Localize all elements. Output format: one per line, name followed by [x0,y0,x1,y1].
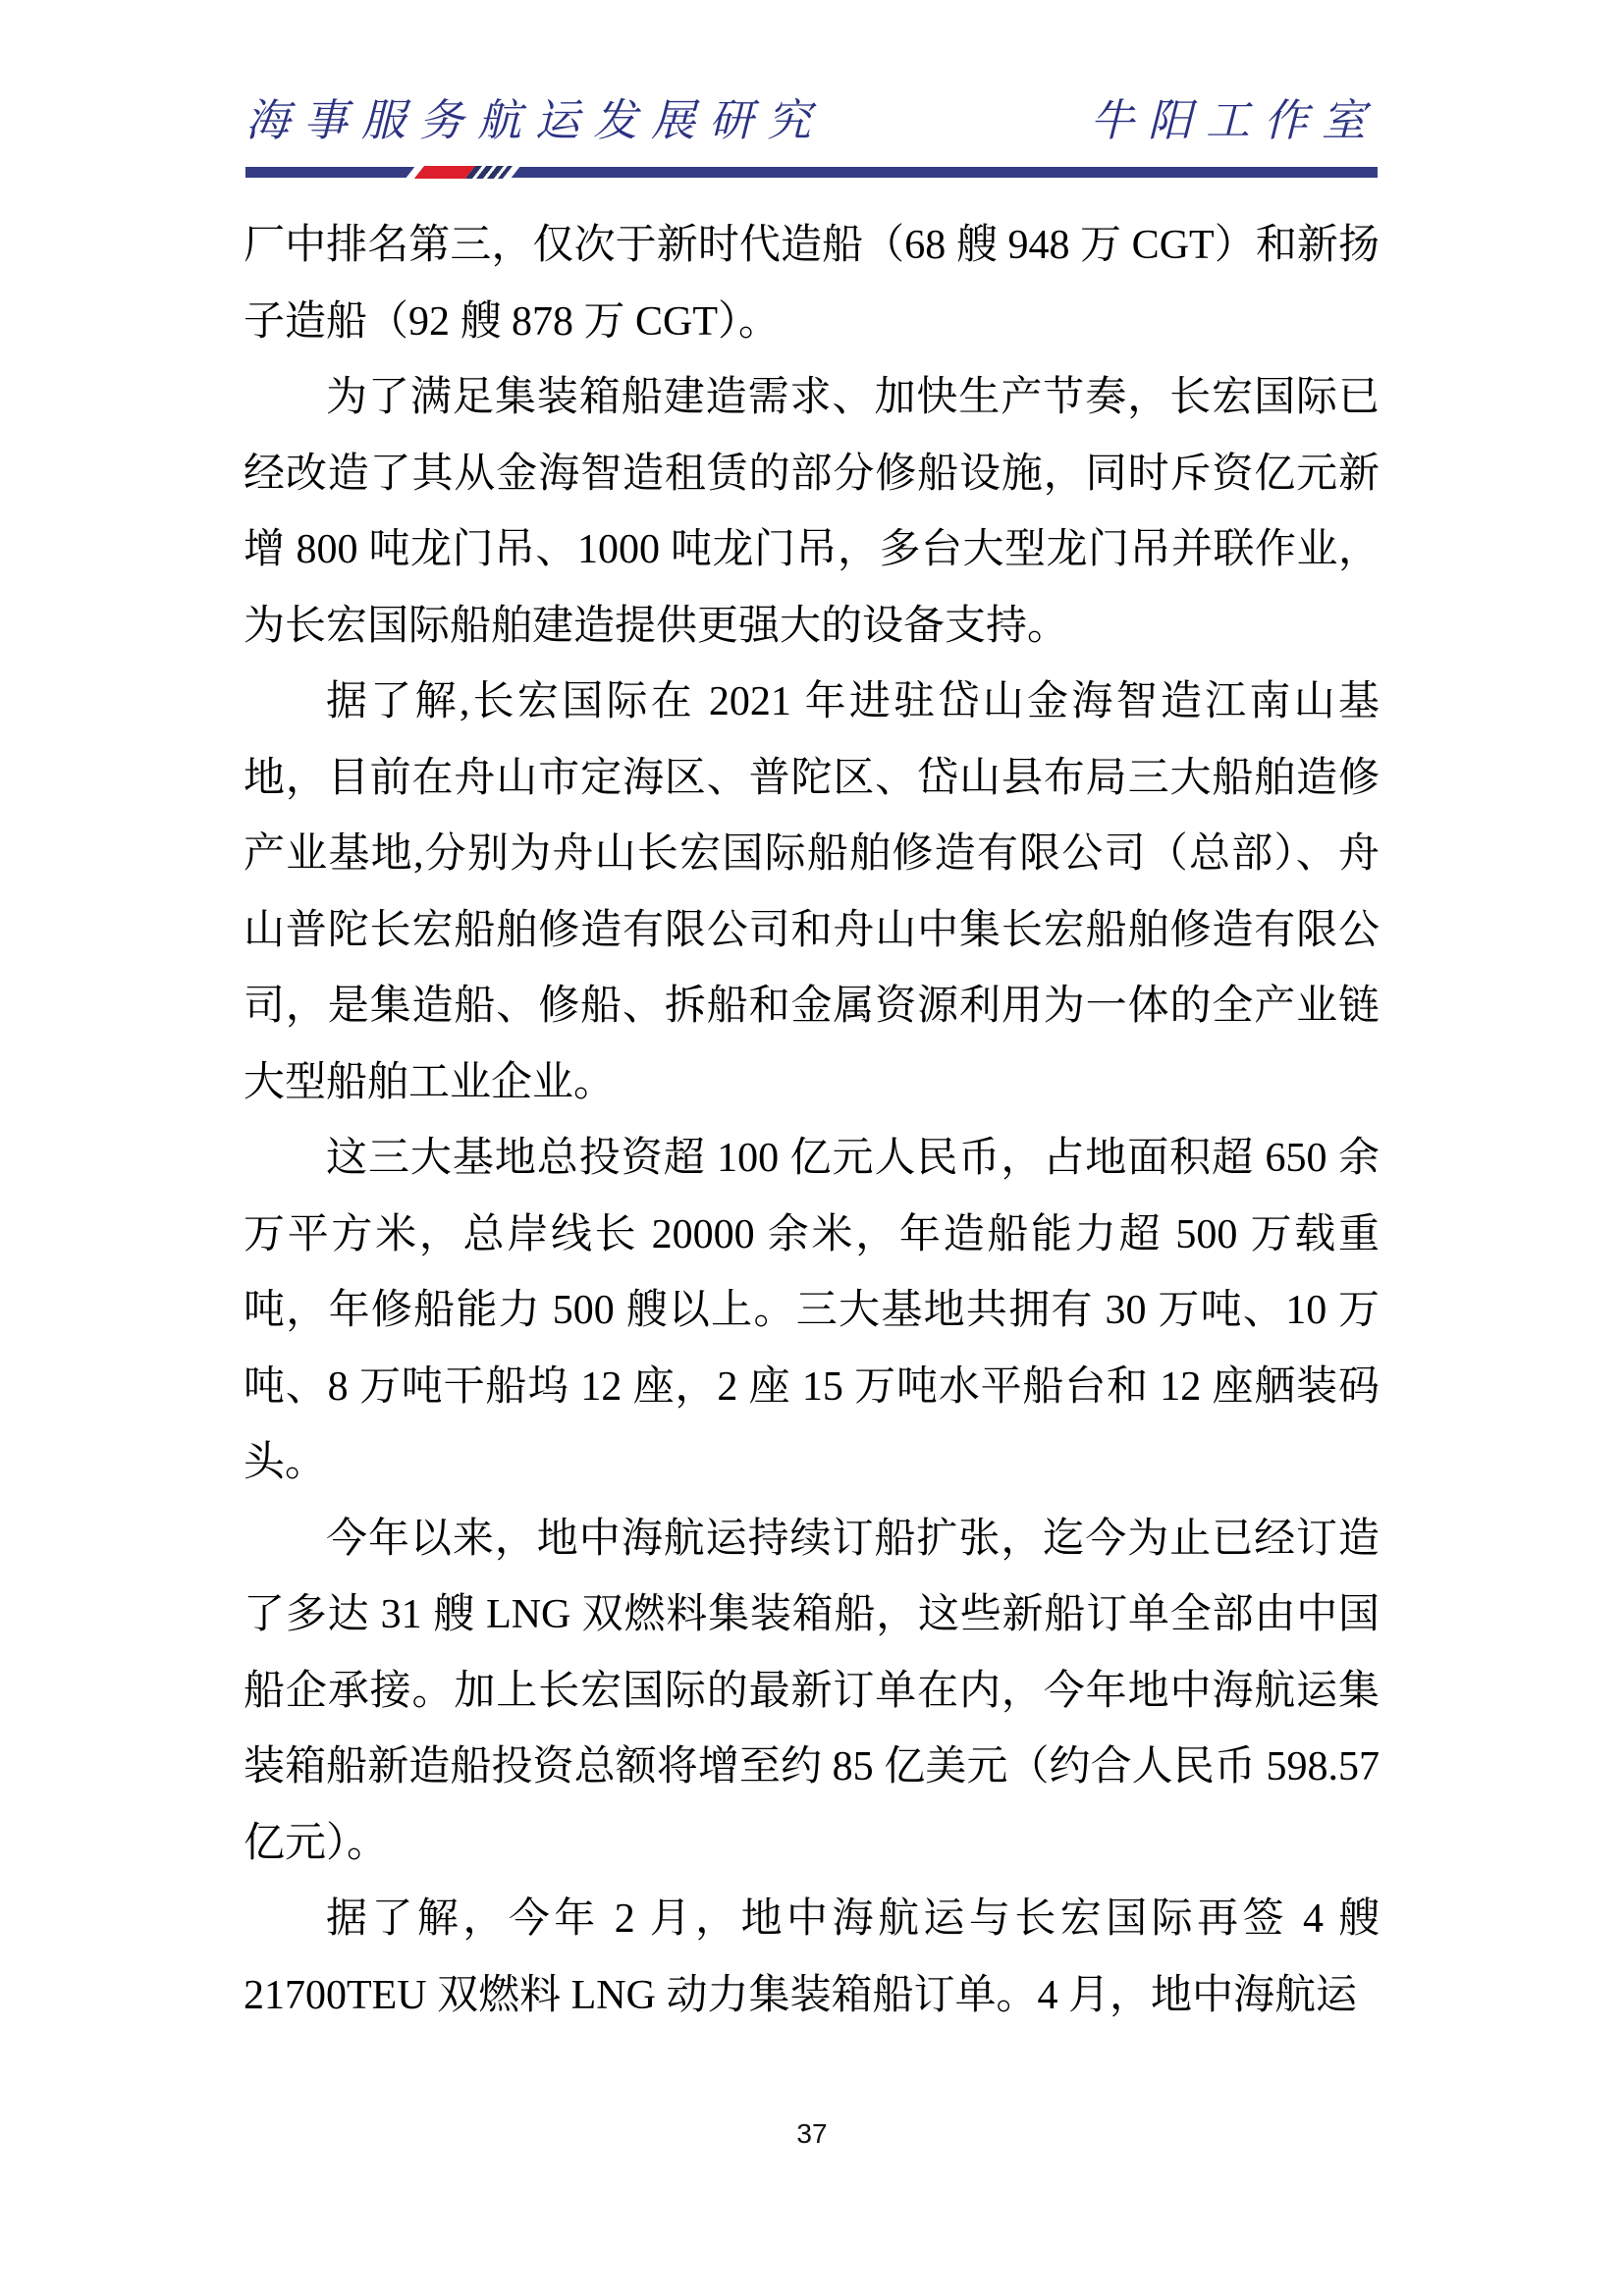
header-right-title: 牛阳工作室 [1089,94,1380,146]
paragraph-continuation: 厂中排名第三，仅次于新时代造船（68 艘 948 万 CGT）和新扬子造船（92 艘 878 万 CGT）。 [244,223,1380,345]
paragraph: 这三大基地总投资超 100 亿元人民币，占地面积超 650 余万平方米，总岸线长 20000 余米，年造船能力超 500 万载重吨，年修船能力 500 艘以上。三大基地共拥有 30 万吨、10 万吨、8 万吨干船坞 12 座，2 座 15 万吨水平船台和 12 座舾装码头。 [244,1136,1380,1485]
paragraph: 为了满足集装箱船建造需求、加快生产节奏，长宏国际已经改造了其从金海智造租赁的部分修船设施，同时斥资亿元新增 800 吨龙门吊、1000 吨龙门吊，多台大型龙门吊并联作业，为长宏国际船舶建造提供更强大的设备支持。 [244,375,1380,649]
paragraph: 据了解，今年 2 月，地中海航运与长宏国际再签 4 艘 21700TEU 双燃料 LNG 动力集装箱船订单。4 月，地中海航运 [244,1896,1380,2018]
paragraph: 今年以来，地中海航运持续订船扩张，迄今为止已经订造了多达 31 艘 LNG 双燃料集装箱船，这些新船订单全部由中国船企承接。加上长宏国际的最新订单在内，今年地中海航运集装箱船新造船投资总额将增至约 85 亿美元（约合人民币 598.57 亿元）。 [244,1516,1380,1866]
page-header [245,82,1380,159]
header-left-title: 海事服务航运发展研究 [245,94,826,146]
header-rule [245,167,1378,178]
paragraph: 据了解,长宏国际在 2021 年进驻岱山金海智造江南山基地，目前在舟山市定海区、普陀区、岱山县布局三大船舶造修产业基地,分别为舟山长宏国际船舶修造有限公司（总部）、舟山普陀长宏船舶修造有限公司和舟山中集长宏船舶修造有限公司，是集造船、修船、拆船和金属资源利用为一体的全产业链大型船舶工业企业。 [244,679,1380,1105]
body-text [244,208,1380,2034]
page-number: 37 [796,2118,828,2149]
header-rule-decoration [406,166,520,179]
